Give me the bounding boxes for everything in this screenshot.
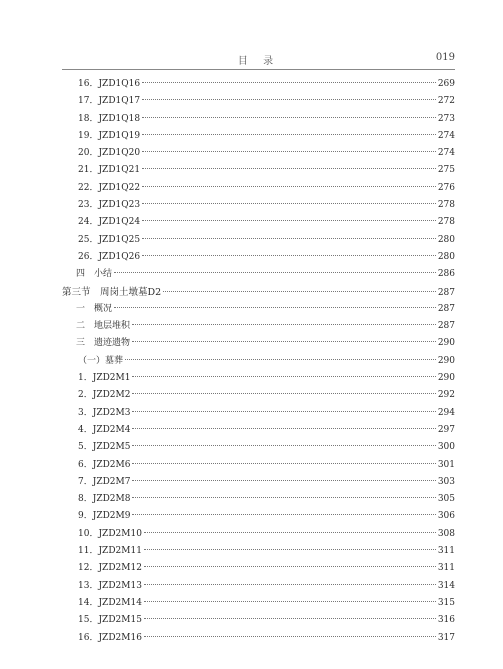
table-of-contents: [62, 76, 455, 647]
toc-entry-label: 10．JZD2M10: [78, 528, 142, 539]
toc-entry-label: 8．JZD2M8: [78, 494, 131, 505]
toc-leader-dots: [132, 480, 435, 481]
toc-entry-label: 22．JZD1Q22: [78, 182, 141, 193]
toc-leader-dots: [142, 238, 436, 239]
toc-entry[interactable]: [62, 405, 455, 422]
toc-entry[interactable]: [62, 370, 455, 387]
toc-entry-label: 13．JZD2M13: [78, 580, 142, 591]
toc-leader-dots: [142, 134, 436, 135]
toc-entry-page: 290: [437, 373, 455, 384]
toc-entry-page: 274: [437, 130, 455, 141]
toc-entry-page: 290: [437, 338, 455, 349]
toc-leader-dots: [132, 411, 435, 412]
toc-leader-dots: [132, 428, 435, 429]
toc-entry[interactable]: [62, 422, 455, 439]
toc-entry-label: 17．JZD1Q17: [78, 96, 141, 107]
toc-leader-dots: [132, 497, 435, 498]
toc-entry[interactable]: [62, 543, 455, 560]
toc-entry-page: 287: [437, 303, 455, 314]
toc-entry-label: 2．JZD2M2: [78, 390, 131, 401]
toc-entry[interactable]: [62, 197, 455, 214]
toc-leader-dots: [132, 341, 436, 342]
toc-entry-label: 6．JZD2M6: [78, 459, 131, 470]
toc-entry[interactable]: [62, 612, 455, 629]
toc-entry-page: 272: [437, 96, 455, 107]
toc-entry[interactable]: [62, 387, 455, 404]
toc-entry[interactable]: [62, 111, 455, 128]
toc-entry[interactable]: [62, 214, 455, 231]
toc-entry-label: 二 地层堆积: [76, 321, 131, 332]
toc-entry-page: 301: [437, 459, 455, 470]
toc-entry[interactable]: [62, 560, 455, 577]
toc-entry-page: 311: [437, 546, 455, 557]
toc-entry[interactable]: [62, 284, 455, 301]
toc-leader-dots: [144, 532, 436, 533]
toc-entry[interactable]: [62, 180, 455, 197]
toc-entry-page: 275: [437, 165, 455, 176]
toc-entry-page: 300: [437, 442, 455, 453]
toc-leader-dots: [142, 99, 436, 100]
toc-entry[interactable]: [62, 457, 455, 474]
toc-entry-page: 311: [437, 563, 455, 574]
toc-leader-dots: [144, 636, 436, 637]
toc-entry-label: 20．JZD1Q20: [78, 148, 141, 159]
toc-leader-dots: [142, 220, 436, 221]
toc-entry-page: 280: [437, 234, 455, 245]
toc-entry-page: 269: [437, 79, 455, 89]
toc-entry-label: 19．JZD1Q19: [78, 130, 141, 141]
toc-entry-page: 290: [437, 355, 455, 366]
toc-leader-dots: [144, 549, 436, 550]
toc-entry-label: 一 概况: [76, 303, 113, 314]
toc-leader-dots: [142, 186, 436, 187]
toc-entry-label: 1．JZD2M1: [78, 373, 131, 384]
toc-entry-label: （一）墓葬: [78, 355, 124, 366]
toc-leader-dots: [144, 566, 436, 567]
toc-entry[interactable]: [62, 76, 455, 93]
toc-entry-page: 280: [437, 251, 455, 262]
toc-entry-label: 第三节 周岗土墩墓D2: [62, 286, 162, 298]
toc-entry-label: 三 遗迹遗物: [76, 338, 131, 349]
toc-entry-label: 9．JZD2M9: [78, 511, 131, 522]
toc-entry-label: 18．JZD1Q18: [78, 113, 141, 124]
toc-entry-label: 4．JZD2M4: [78, 424, 131, 435]
toc-entry-page: 274: [437, 148, 455, 159]
toc-leader-dots: [144, 584, 436, 585]
toc-leader-dots: [132, 324, 436, 325]
toc-entry-label: 16．JZD2M16: [78, 632, 142, 643]
toc-entry[interactable]: [62, 630, 455, 647]
toc-entry-page: 315: [437, 597, 455, 608]
toc-entry-page: 297: [437, 424, 455, 435]
toc-leader-dots: [142, 255, 436, 256]
toc-leader-dots: [144, 601, 436, 602]
header-rule: [62, 69, 455, 70]
toc-entry[interactable]: [62, 128, 455, 145]
toc-entry-page: 287: [437, 287, 455, 298]
toc-entry-label: 25．JZD1Q25: [78, 234, 141, 245]
toc-entry[interactable]: [62, 335, 455, 352]
toc-entry-page: 286: [437, 269, 455, 280]
toc-entry[interactable]: [62, 474, 455, 491]
header-page-number: 019: [435, 52, 455, 63]
toc-entry[interactable]: [62, 578, 455, 595]
header-title: 目 录: [237, 56, 280, 67]
toc-entry-page: 305: [437, 494, 455, 505]
toc-entry-page: 303: [437, 476, 455, 487]
toc-entry-page: 278: [437, 217, 455, 228]
toc-entry[interactable]: [62, 318, 455, 335]
toc-entry[interactable]: [62, 93, 455, 110]
toc-entry-label: 四 小结: [76, 269, 113, 280]
toc-entry-page: 287: [437, 321, 455, 332]
toc-entry-page: 314: [437, 580, 455, 591]
toc-entry-page: 278: [437, 200, 455, 211]
toc-entry-page: 308: [437, 528, 455, 539]
toc-entry-page: 317: [437, 632, 455, 643]
toc-entry-page: 276: [437, 182, 455, 193]
toc-entry[interactable]: [62, 526, 455, 543]
toc-entry[interactable]: [62, 266, 455, 283]
toc-entry-page: 294: [437, 407, 455, 418]
toc-leader-dots: [144, 618, 436, 619]
toc-leader-dots: [132, 393, 435, 394]
toc-entry-label: 24．JZD1Q24: [78, 217, 141, 228]
toc-entry-label: 23．JZD1Q23: [78, 200, 141, 211]
toc-leader-dots: [142, 151, 436, 152]
toc-entry-label: 15．JZD2M15: [78, 615, 142, 626]
toc-entry[interactable]: [62, 145, 455, 162]
toc-entry[interactable]: [62, 232, 455, 249]
toc-entry-page: 292: [437, 390, 455, 401]
toc-entry-label: 11．JZD2M11: [78, 546, 142, 557]
page-header: [62, 52, 455, 66]
toc-entry[interactable]: [62, 595, 455, 612]
toc-leader-dots: [132, 514, 435, 515]
toc-entry[interactable]: [62, 439, 455, 456]
toc-entry[interactable]: [62, 491, 455, 508]
toc-leader-dots: [132, 463, 435, 464]
toc-leader-dots: [125, 359, 436, 360]
toc-entry[interactable]: [62, 162, 455, 179]
toc-entry-page: 306: [437, 511, 455, 522]
toc-entry[interactable]: [62, 508, 455, 525]
toc-leader-dots: [142, 82, 436, 83]
toc-entry-label: 5．JZD2M5: [78, 442, 131, 453]
toc-entry-page: 273: [437, 113, 455, 124]
toc-leader-dots: [132, 376, 435, 377]
toc-entry-label: 21．JZD1Q21: [78, 165, 141, 176]
toc-entry-page: 316: [437, 615, 455, 626]
toc-entry[interactable]: [62, 301, 455, 318]
toc-leader-dots: [142, 117, 436, 118]
toc-leader-dots: [142, 203, 436, 204]
toc-entry-label: 7．JZD2M7: [78, 476, 131, 487]
toc-leader-dots: [114, 272, 436, 273]
toc-entry-label: 16．JZD1Q16: [78, 79, 141, 89]
toc-entry-label: 3．JZD2M3: [78, 407, 131, 418]
toc-entry-label: 26．JZD1Q26: [78, 251, 141, 262]
toc-leader-dots: [142, 168, 436, 169]
toc-leader-dots: [132, 445, 435, 446]
toc-leader-dots: [114, 307, 436, 308]
toc-leader-dots: [163, 291, 436, 292]
toc-entry[interactable]: [62, 353, 455, 370]
toc-entry[interactable]: [62, 249, 455, 266]
toc-entry-label: 12．JZD2M12: [78, 563, 142, 574]
toc-entry-label: 14．JZD2M14: [78, 597, 142, 608]
